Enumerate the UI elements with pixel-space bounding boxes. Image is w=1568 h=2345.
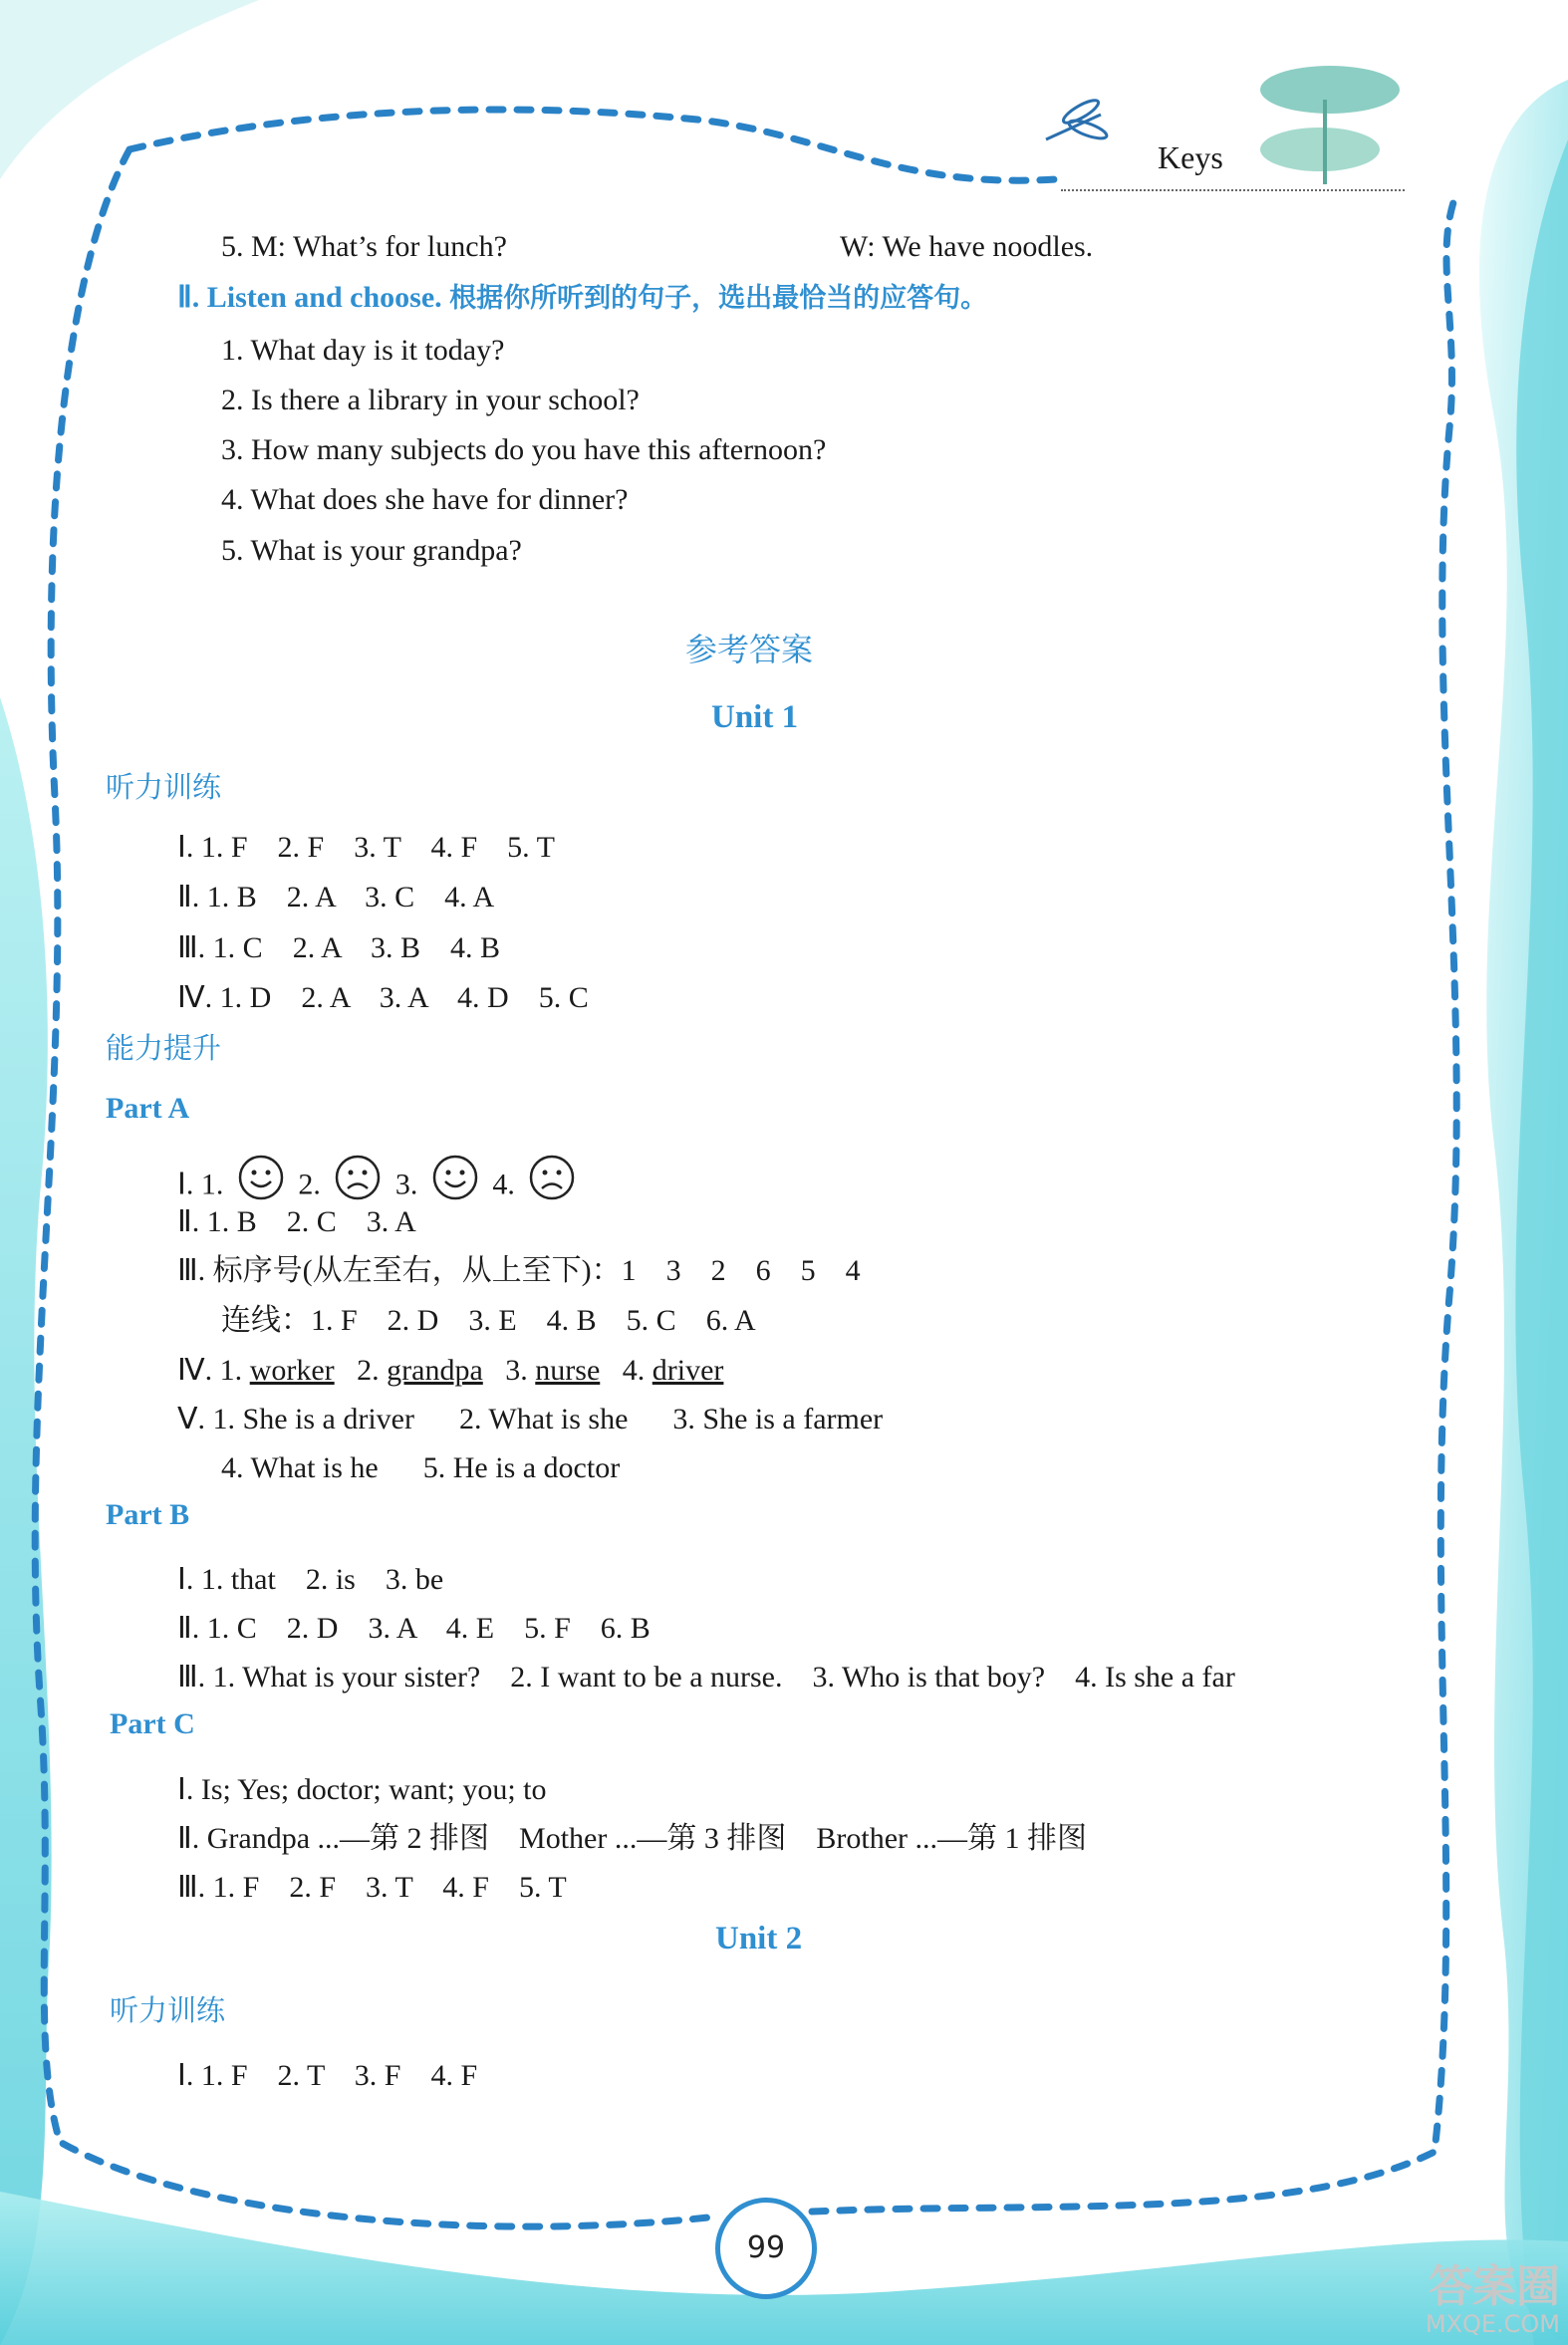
l4-num-4: 4.: [622, 1354, 646, 1387]
partC-line-2: Ⅱ. Grandpa ...—第 2 排图 Mother ...—第 3 排图 Brother ...—第 1 排图: [177, 1822, 1088, 1855]
unit1-listening-1: Ⅰ. 1. F 2. F 3. T 4. F 5. T: [177, 831, 555, 864]
prev-line-3: 3. How many subjects do you have this afternoon?: [221, 433, 827, 466]
unit1-listening-heading: 听力训练: [106, 770, 222, 804]
answer-word-driver: driver: [652, 1354, 724, 1387]
answer-word-grandpa: grandpa: [387, 1354, 483, 1387]
unit1-listening-4: Ⅳ. 1. D 2. A 3. A 4. D 5. C: [177, 981, 589, 1014]
section-heading-listen-choose: [177, 280, 987, 317]
running-header-keys: Keys: [1158, 139, 1223, 175]
unit1-listening-3: Ⅲ. 1. C 2. A 3. B 4. B: [177, 931, 501, 964]
partB-line-2: Ⅱ. 1. C 2. D 3. A 4. E 5. F 6. B: [177, 1612, 651, 1645]
partA-line-5b: 4. What is he 5. He is a doctor: [221, 1451, 621, 1484]
partC-title: Part C: [110, 1707, 195, 1740]
watermark-url: MXQE.COM: [1425, 2310, 1560, 2338]
face-label-4: 4.: [492, 1168, 515, 1201]
smile-face-icon: [431, 1154, 479, 1220]
l4-num-2: 2.: [357, 1354, 380, 1387]
partA-title: Part A: [106, 1092, 190, 1125]
prev-line-1: 1. What day is it today?: [221, 334, 505, 367]
watermark-logo-text: 答案圈: [1429, 2261, 1560, 2312]
partC-line-1: Ⅰ. Is; Yes; doctor; want; you; to: [177, 1773, 547, 1806]
partA-faces-line: [177, 1154, 582, 1209]
heading-chinese: 根据你所听到的句子，选出最恰当的应答句。: [449, 283, 988, 314]
partB-line-3: Ⅲ. 1. What is your sister? 2. I want to be a nurse. 3. Who is that boy? 4. Is she a far: [177, 1661, 1235, 1694]
partA-line-2: Ⅱ. 1. B 2. C 3. A: [177, 1205, 416, 1238]
sad-face-icon: [528, 1154, 576, 1220]
l4-num-3: 3.: [505, 1354, 528, 1387]
prev-line-2: 2. Is there a library in your school?: [221, 384, 640, 416]
partB-line-1: Ⅰ. 1. that 2. is 3. be: [177, 1563, 444, 1596]
unit2-title: Unit 2: [715, 1921, 803, 1956]
prev-item5-question: 5. M: What’s for lunch?: [221, 230, 507, 263]
page-number: 99: [715, 2198, 817, 2299]
unit1-listening-2: Ⅱ. 1. B 2. A 3. C 4. A: [177, 881, 495, 913]
answers-title: 参考答案: [685, 631, 814, 668]
faces-prefix: Ⅰ. 1.: [177, 1168, 224, 1201]
heading-number: Ⅱ.: [177, 281, 200, 314]
l4-prefix: Ⅳ. 1.: [177, 1354, 243, 1387]
partA-line-3: Ⅲ. 标序号(从左至右，从上至下)：1 3 2 6 5 4: [177, 1254, 861, 1287]
face-label-3: 3.: [394, 1168, 418, 1201]
unit1-title: Unit 1: [711, 699, 799, 735]
header-dotted-rule: [1061, 189, 1405, 191]
partC-line-3: Ⅲ. 1. F 2. F 3. T 4. F 5. T: [177, 1871, 567, 1904]
unit2-listening-1: Ⅰ. 1. F 2. T 3. F 4. F: [177, 2059, 478, 2092]
unit2-listening-heading: 听力训练: [110, 1993, 226, 2027]
heading-english: Listen and choose.: [206, 281, 442, 314]
partB-title: Part B: [106, 1498, 190, 1531]
prev-line-4: 4. What does she have for dinner?: [221, 483, 629, 516]
face-label-2: 2.: [298, 1168, 321, 1201]
prev-item5-answer: W: We have noodles.: [840, 230, 1094, 263]
partA-line-4: [177, 1353, 723, 1389]
answer-word-worker: worker: [249, 1354, 335, 1387]
watermark: [1426, 2263, 1560, 2337]
partA-line-3b: 连线：1. F 2. D 3. E 4. B 5. C 6. A: [221, 1304, 756, 1337]
prev-line-5: 5. What is your grandpa?: [221, 534, 522, 567]
unit1-ability-heading: 能力提升: [106, 1031, 222, 1065]
partA-line-5: Ⅴ. 1. She is a driver 2. What is she 3. She is a farmer: [177, 1403, 884, 1435]
answer-word-nurse: nurse: [535, 1354, 601, 1387]
